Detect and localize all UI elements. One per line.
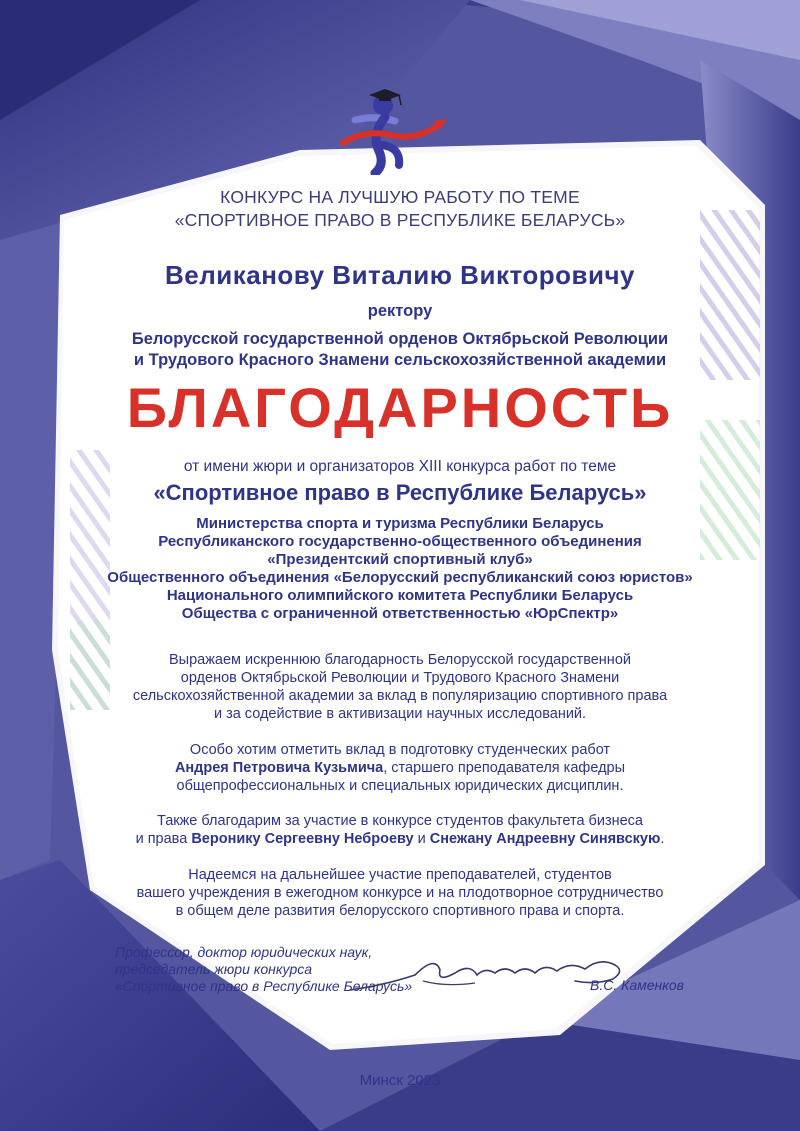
paragraph-2-line-2 [60, 760, 740, 776]
from-line: от имени жюри и организаторов XIII конкурса работ по теме [183, 458, 617, 475]
paragraph-1-line-1: Выражаем искреннюю благодарность Белорусской государственной [169, 652, 631, 668]
recipient-org-line-2: и Трудового Красного Знамени сельскохозяйственной академии [133, 351, 667, 369]
paragraph-3-line-2 [60, 831, 740, 847]
teacher-name: Андрея Петровича Кузьмича [174, 760, 384, 776]
paragraph-4-line-1: Надеемся на дальнейшее участие преподавателей, студентов [188, 867, 612, 883]
organizer-5: Национального олимпийского комитета Республики Беларусь [166, 587, 634, 604]
paragraph-4-line-3: в общем деле развития белорусского спортивного права и спорта. [175, 903, 625, 919]
runner-with-graduation-cap-logo-icon [335, 85, 455, 175]
organizer-4: Общественного объединения «Белорусский республиканский союз юристов» [107, 569, 693, 586]
paragraph-1-line-3: сельскохозяйственной академии за вклад в популяризацию спортивного права [132, 688, 668, 704]
organizer-3: «Президентский спортивный клуб» [267, 551, 533, 568]
teacher-position: , старшего преподавателя кафедры [383, 760, 626, 776]
student-1-name: Веронику Сергеевну Неброеву [191, 831, 414, 847]
contest-topic: «Спортивное право в Республике Беларусь» [153, 480, 647, 505]
signatory-title-line-3: «Спортивное право в Республике Беларусь» [115, 978, 413, 994]
signatory-title-line-2: председатель жюри конкурса [115, 961, 313, 977]
student-2-name: Снежану Андреевну Синявскую [429, 831, 661, 847]
recipient-position: ректору [367, 302, 433, 320]
certificate-title: БЛАГОДАРНОСТЬ [126, 376, 674, 439]
paragraph-1-line-2: орденов Октябрьской Революции и Трудового Красного Знамени [180, 670, 620, 686]
paragraph-3-conjunction: и [413, 831, 430, 847]
paragraph-2-line-1: Особо хотим отметить вклад в подготовку студенческих работ [189, 742, 611, 758]
organizer-1: Министерства спорта и туризма Республики Беларусь [196, 515, 604, 532]
paragraph-3-end: . [660, 831, 665, 847]
recipient-org-line-1: Белорусской государственной орденов Октябрьской Революции [131, 330, 669, 348]
paragraph-2-line-3: общепрофессиональных и специальных юридических дисциплин. [176, 778, 624, 794]
paragraph-3-line-1: Также благодарим за участие в конкурсе студентов факультета бизнеса [156, 813, 643, 829]
contest-heading-line-1: КОНКУРС НА ЛУЧШУЮ РАБОТУ ПО ТЕМЕ [220, 187, 580, 207]
recipient-name: Великанову Виталию Викторовичу [164, 260, 636, 290]
paragraph-1-line-4: и за содействие в активизации научных исследований. [213, 706, 587, 722]
signatory-title-line-1: Профессор, доктор юридических наук, [115, 944, 373, 960]
organizer-2: Республиканского государственно-общественного объединения [158, 533, 642, 550]
paragraph-3-prefix: и права [135, 831, 192, 847]
organizer-6: Общества с ограниченной ответственностью «ЮрСпектр» [181, 605, 619, 622]
place-and-date: Минск 2023 [359, 1072, 441, 1089]
contest-heading-line-2: «СПОРТИВНОЕ ПРАВО В РЕСПУБЛИКЕ БЕЛАРУСЬ» [174, 210, 626, 230]
signatory-name: В.С. Каменков [590, 977, 684, 993]
paragraph-4-line-2: вашего учреждения в ежегодном конкурсе и на плодотворное сотрудничество [136, 885, 664, 901]
